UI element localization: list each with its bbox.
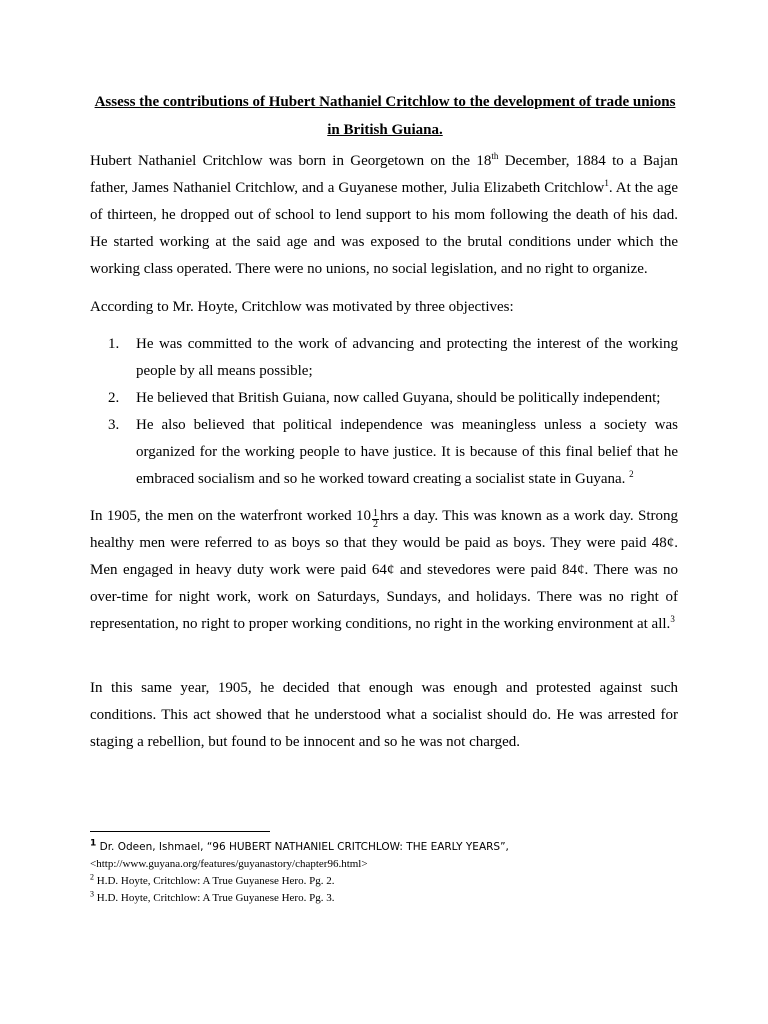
paragraph-waterfront (90, 503, 678, 638)
objectives-list (108, 331, 678, 493)
list-item-text: He believed that British Guiana, now called Guyana, should be politically independent; (136, 390, 661, 406)
list-item-text: He also believed that political independence was meaningless unless a society was organized for the working people to have justice. It is because of this final belief that he embraced socialism and so he worked toward creating a socialist state in Guyana. (136, 417, 678, 487)
paragraph-birth-text-b: December, 1884 to a Bajan father, James Nathaniel Critchlow, and a Guyanese mother, Julia Elizabeth Critchlow (90, 153, 678, 196)
footnote-ref-2: 2 (629, 469, 634, 479)
list-item-number: 3. (108, 417, 120, 433)
list-item-number: 1. (108, 336, 120, 352)
paragraph-objectives-intro: According to Mr. Hoyte, Critchlow was motivated by three objectives: (90, 299, 514, 315)
paragraph-birth (90, 148, 678, 283)
paragraph-birth-text-a: Hubert Nathaniel Critchlow was born in Georgetown on the 18 (90, 153, 492, 169)
paragraph-protest: In this same year, 1905, he decided that enough was enough and protested against such conditions. This act showed that he understood what a socialist should do. He was arrested for staging a rebellion, but found to be innocent and so he was not charged. (90, 680, 678, 750)
footnote-1-text: Dr. Odeen, Ishmael, “96 HUBERT NATHANIEL CRITCHLOW: THE EARLY YEARS”, (96, 841, 509, 853)
footnote-ref-3: 3 (670, 614, 675, 624)
footnote-1 (90, 839, 690, 856)
list-item-text: He was committed to the work of advancing and protecting the interest of the working people by all means possible; (136, 336, 678, 379)
list-item (108, 331, 678, 385)
fraction-half (372, 509, 379, 530)
fraction-denominator: 2 (373, 519, 379, 530)
footnote-mark-2: 2 (90, 872, 94, 882)
paragraph-waterfront-text-a: In 1905, the men on the waterfront worked 10 (90, 508, 372, 524)
list-item (108, 385, 678, 412)
footnotes (90, 839, 690, 907)
paragraph-waterfront-text-b: hrs a day. This was known as a work day. Strong healthy men were referred to as boys so that they would be paid as boys. They were paid 48¢. Men engaged in heavy duty work were paid 64¢ and stevedores were paid 84¢. There was no over-time for night work, work on Saturdays, Sundays, and holidays. There was no right of representation, no right to proper working conditions, no right in the working environment at all. (90, 508, 678, 632)
list-item-number: 2. (108, 390, 120, 406)
paragraph-birth-text-c: . At the age of thirteen, he dropped out of school to lend support to his mom following the death of his dad. He started working at the said age and was exposed to the brutal conditions under which the working class operated. There were no unions, no social legislation, and no right to organize. (90, 180, 678, 277)
footnote-separator (90, 831, 270, 832)
footnote-2 (90, 873, 690, 890)
superscript-th: th (491, 151, 499, 161)
footnote-3-text: H.D. Hoyte, Critchlow: A True Guyanese Hero. Pg. 3. (94, 892, 335, 904)
footnote-3 (90, 890, 690, 907)
footnote-1-url[interactable]: <http://www.guyana.org/features/guyanastory/chapter96.html> (90, 858, 368, 870)
fraction-numerator: 1 (373, 508, 379, 519)
footnote-ref-1: 1 (604, 178, 609, 188)
footnote-mark-3: 3 (90, 889, 94, 899)
list-item (108, 412, 678, 493)
essay-title: Assess the contributions of Hubert Nathaniel Critchlow to the development of trade unions in British Guiana. (94, 94, 676, 138)
footnote-2-text: H.D. Hoyte, Critchlow: A True Guyanese Hero. Pg. 2. (94, 875, 335, 887)
footnote-mark-1: 1 (90, 838, 97, 849)
